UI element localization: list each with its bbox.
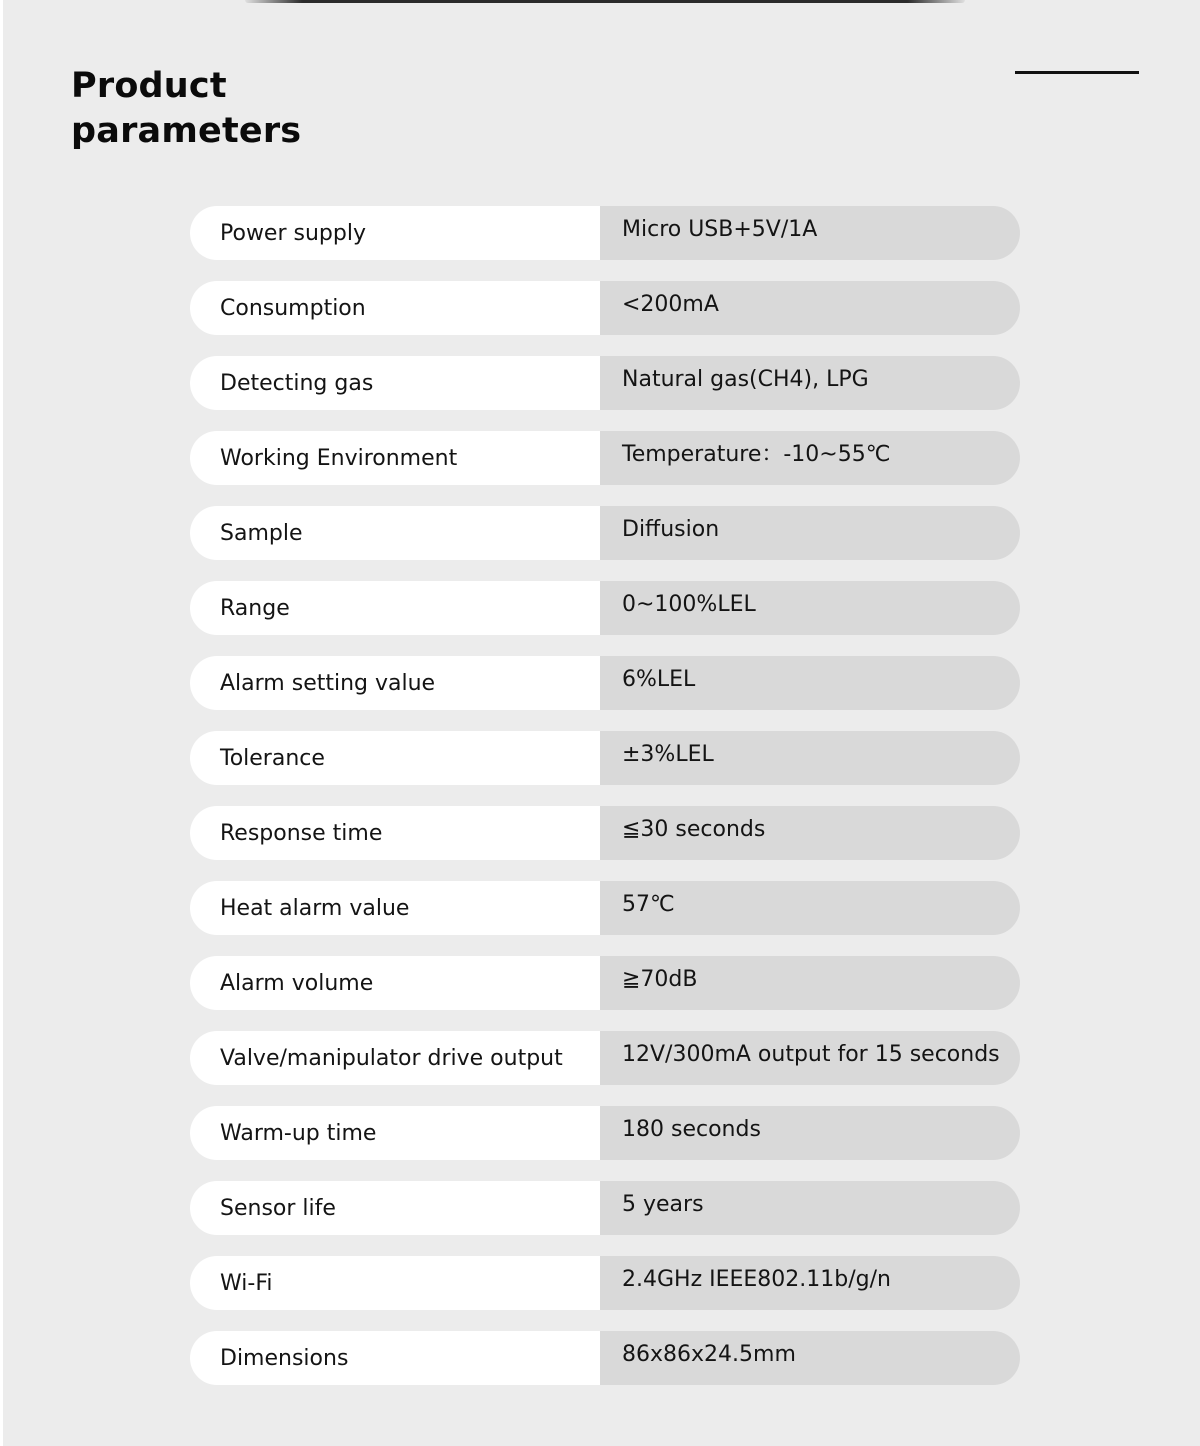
param-label: Valve/manipulator drive output: [190, 1031, 600, 1085]
param-row-sensor-life: [190, 1181, 1020, 1235]
param-value: 0~100%LEL: [600, 581, 1020, 635]
param-label: Detecting gas: [190, 356, 600, 410]
param-value: Temperature：-10~55℃: [600, 431, 1020, 485]
param-label: Warm-up time: [190, 1106, 600, 1160]
param-value: 12V/300mA output for 15 seconds: [600, 1031, 1020, 1085]
param-value: 6%LEL: [600, 656, 1020, 710]
param-label: Sample: [190, 506, 600, 560]
param-value: ≦30 seconds: [600, 806, 1020, 860]
param-value: 57℃: [600, 881, 1020, 935]
param-value: <200mA: [600, 281, 1020, 335]
param-row-response-time: [190, 806, 1020, 860]
param-row-power-supply: [190, 206, 1020, 260]
param-row-detecting-gas: [190, 356, 1020, 410]
param-value: Diffusion: [600, 506, 1020, 560]
param-row-wifi: [190, 1256, 1020, 1310]
param-value: Micro USB+5V/1A: [600, 206, 1020, 260]
param-row-alarm-setting-value: [190, 656, 1020, 710]
param-label: Sensor life: [190, 1181, 600, 1235]
param-label: Dimensions: [190, 1331, 600, 1385]
param-label: Range: [190, 581, 600, 635]
param-label: Response time: [190, 806, 600, 860]
param-label: Wi-Fi: [190, 1256, 600, 1310]
param-row-sample: [190, 506, 1020, 560]
param-value: 2.4GHz IEEE802.11b/g/n: [600, 1256, 1020, 1310]
decorative-rule: [1015, 71, 1139, 74]
param-label: Consumption: [190, 281, 600, 335]
param-label: Working Environment: [190, 431, 600, 485]
param-value: ≧70dB: [600, 956, 1020, 1010]
param-value: 86x86x24.5mm: [600, 1331, 1020, 1385]
page-title-line-2: parameters: [71, 111, 302, 151]
param-value: Natural gas(CH4), LPG: [600, 356, 1020, 410]
param-value: ±3%LEL: [600, 731, 1020, 785]
param-value: 5 years: [600, 1181, 1020, 1235]
param-row-range: [190, 581, 1020, 635]
param-row-valve-drive-output: [190, 1031, 1020, 1085]
param-label: Alarm setting value: [190, 656, 600, 710]
param-row-alarm-volume: [190, 956, 1020, 1010]
param-row-consumption: [190, 281, 1020, 335]
param-label: Tolerance: [190, 731, 600, 785]
param-row-working-environment: [190, 431, 1020, 485]
param-row-heat-alarm-value: [190, 881, 1020, 935]
param-label: Power supply: [190, 206, 600, 260]
param-row-dimensions: [190, 1331, 1020, 1385]
param-label: Heat alarm value: [190, 881, 600, 935]
param-label: Alarm volume: [190, 956, 600, 1010]
page-title-line-1: Product: [71, 66, 227, 106]
page-left-edge: [0, 0, 3, 1446]
param-row-warm-up-time: [190, 1106, 1020, 1160]
page-title: [71, 64, 301, 154]
param-value: 180 seconds: [600, 1106, 1020, 1160]
top-image-edge: [245, 0, 965, 3]
param-row-tolerance: [190, 731, 1020, 785]
